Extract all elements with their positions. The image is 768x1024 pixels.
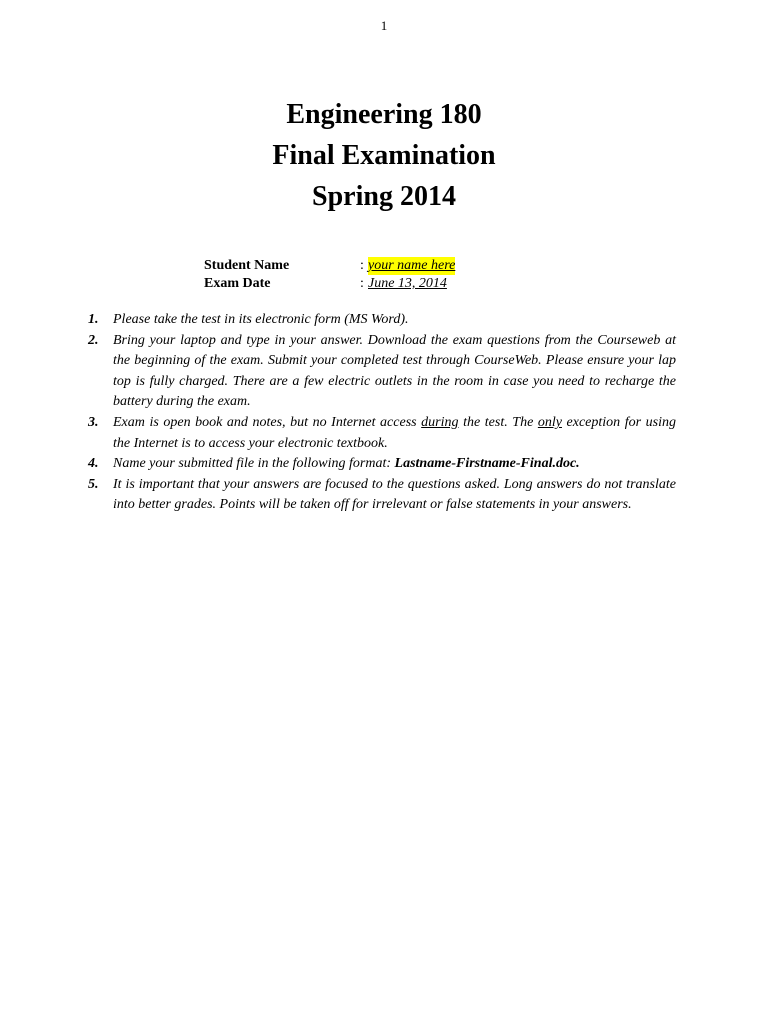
instruction-text: It is important that your answers are focused to the questions asked. Long answers do not translate into better grades. Points will be taken off for irrelevant or false statements in your answers. [113,476,676,513]
student-name-row [204,257,455,275]
student-name-field[interactable]: your name here [368,258,456,273]
instruction-item [88,310,676,331]
exam-title [0,94,768,217]
title-term: Spring 2014 [312,181,456,212]
instruction-number: 3. [88,414,99,430]
instruction-item [88,413,676,454]
student-name-separator: : [360,258,364,273]
title-course: Engineering 180 [286,99,482,130]
student-name-label: Student Name [204,258,290,273]
instruction-text-part: the test. The [458,414,538,430]
instruction-text: Please take the test in its electronic form (MS Word). [113,312,409,327]
instruction-number: 2. [88,332,99,348]
filename-format: Lastname-Firstname-Final.doc. [394,456,580,472]
instruction-text [113,454,676,475]
instructions-list [88,310,676,516]
instruction-item [88,475,676,516]
instruction-text-part: Name your submitted file in the following format: [113,456,395,472]
instruction-number: 1. [88,312,99,327]
instruction-text-part: Exam is open book and notes, but no Internet access [113,414,422,430]
instruction-number: 5. [88,476,99,492]
instruction-item [88,454,676,475]
exam-date-value: June 13, 2014 [368,276,447,291]
exam-date-row [204,275,455,293]
instruction-text-part: exception for using the Internet is to access your electronic textbook. [113,414,676,451]
student-info [204,257,455,293]
exam-date-separator: : [360,276,364,291]
emphasis-only: only [537,414,562,430]
emphasis-during: during [421,414,459,430]
instruction-number: 4. [88,456,99,472]
title-exam: Final Examination [272,140,496,171]
instruction-text: Bring your laptop and type in your answer. Download the exam questions from the Courseweb at the beginning of the exam. Submit your completed test through CourseWeb. Please ensure your lap top is fully charged. There are a few electric outlets in the room in case you need to recharge the battery during the exam. [113,332,676,410]
exam-date-label: Exam Date [204,276,271,291]
instruction-text [113,413,676,454]
instruction-item [88,331,676,413]
page-number: 1 [380,18,388,33]
